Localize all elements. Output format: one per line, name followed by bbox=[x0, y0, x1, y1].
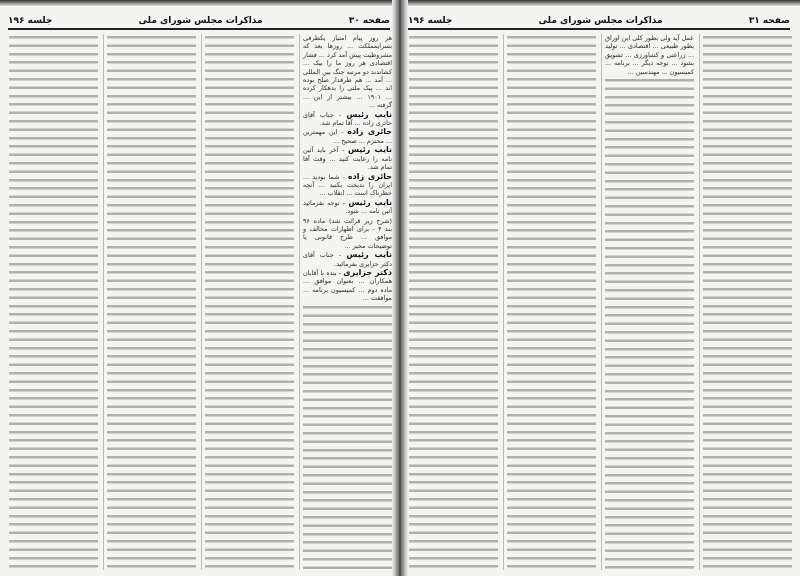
illegible-scanned-text bbox=[9, 34, 98, 570]
paragraph bbox=[303, 146, 392, 171]
text-column bbox=[201, 34, 294, 570]
text-columns bbox=[6, 34, 392, 570]
paragraph-text: - توجه بفرمائید آئین نامه ... شود. bbox=[303, 198, 392, 216]
paragraph bbox=[303, 111, 392, 128]
speaker-name: نایب رئیس bbox=[348, 145, 392, 155]
paragraph-text: - آخر باید آئین نامه را رعایت کنید ... وقت آقا تمام شد. bbox=[303, 146, 392, 172]
paragraph bbox=[303, 34, 392, 110]
paragraph bbox=[303, 217, 392, 251]
page-number: صفحه ۳۰ bbox=[348, 16, 390, 26]
paragraph-text: هر روز پیام امتیاز یکطرفی بسرایمملکت ... روزها بعد که مشروطیت پیش آمد کرد ... فشار اقتصادی هر روز ما را بیک ... کشاندند دو مرتبه جنگ بین المللی ... آمد ... هم طرفدار صلح بوده اند ... پیک ملتی را بدهکار کرده ... ۱۹۰۱ ... بیشتر از این ... گرفته ... bbox=[303, 34, 392, 110]
paragraph-text: - جناب آقای حائری زاده ... آقا تمام شد. bbox=[303, 110, 392, 128]
page-header bbox=[408, 12, 790, 30]
paragraph-text: - این مهمترین ... محترم ... صحیح ... bbox=[303, 128, 392, 145]
paragraph-text: عمل آید ولی بطور کلی این اوراق بطور طبیعی ... اقتصادی ... تولید ... زراعتی و کشاورزی ... تشویق بشود ... توجه دیگر ... برنامه ... کمیسیون ... مهندسین ... bbox=[605, 34, 694, 76]
speaker-name: حائری زاده bbox=[347, 127, 392, 137]
speaker-name: دکتر جزایری bbox=[343, 267, 392, 277]
session-number: جلسه ۱۹۶ bbox=[8, 16, 53, 26]
publication-title: مذاکرات مجلس شورای ملی bbox=[538, 16, 663, 26]
text-column bbox=[406, 34, 498, 570]
session-number: جلسه ۱۹۶ bbox=[408, 16, 453, 26]
paragraph bbox=[605, 34, 694, 76]
illegible-scanned-text bbox=[703, 34, 792, 570]
text-column bbox=[503, 34, 596, 570]
illegible-scanned-text bbox=[107, 34, 196, 570]
speaker-name: حائری زاده bbox=[347, 171, 392, 181]
text-column bbox=[299, 34, 392, 570]
page-header bbox=[8, 12, 390, 30]
speaker-name: نایب رئیس bbox=[346, 109, 392, 119]
paragraph bbox=[303, 199, 392, 216]
paragraph-text: (شرح زیر قرائت شد) ماده ۹۶ بند ۴ - برای اظهارات مخالف و موافق ... طرح قانونی یا توضیحات مخبر ... bbox=[303, 216, 392, 250]
illegible-scanned-text bbox=[205, 34, 294, 570]
book-gutter bbox=[392, 0, 408, 576]
paragraph bbox=[303, 269, 392, 303]
page-number: صفحه ۳۱ bbox=[748, 16, 790, 26]
speaker-name: نایب رئیس bbox=[346, 250, 392, 260]
paragraph-text: - شما بودید ... ایران را بدبخت بکنید ... آنچه خطرناک است ... انقلاب ... bbox=[303, 172, 392, 198]
paragraph bbox=[303, 128, 392, 145]
text-column bbox=[601, 34, 694, 570]
illegible-scanned-text bbox=[303, 304, 392, 570]
paragraph bbox=[303, 173, 392, 198]
illegible-scanned-text bbox=[409, 34, 498, 570]
speaker-name: نایب رئیس bbox=[348, 197, 392, 207]
illegible-scanned-text bbox=[605, 77, 694, 570]
paragraph bbox=[303, 251, 392, 268]
publication-title: مذاکرات مجلس شورای ملی bbox=[138, 16, 263, 26]
text-column bbox=[699, 34, 792, 570]
text-column bbox=[103, 34, 196, 570]
illegible-scanned-text bbox=[507, 34, 596, 570]
paragraph-text: - جناب آقای دکتر جزایری بفرمائید. bbox=[303, 251, 392, 268]
paragraph-text: - بنده با آقایان همکاران ... بعنوان موافق ... ماده دوم ... کمیسیون برنامه ... موافقت ... bbox=[303, 268, 392, 303]
text-columns bbox=[406, 34, 792, 570]
right-page bbox=[400, 0, 800, 576]
text-column bbox=[6, 34, 98, 570]
